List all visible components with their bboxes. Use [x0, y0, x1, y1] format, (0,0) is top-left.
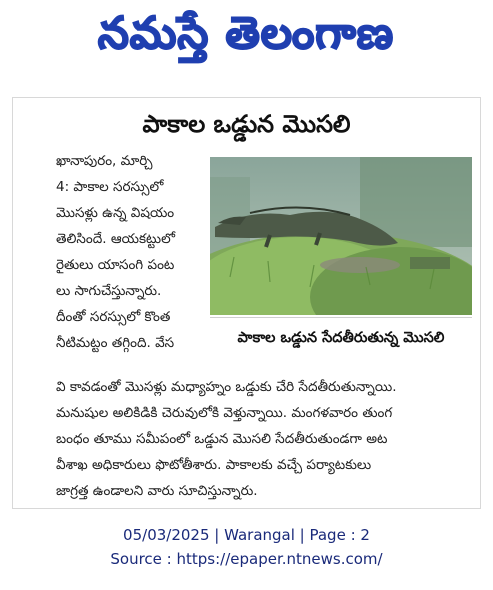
body-line: తెలిసిందే. ఆయకట్టులో — [56, 231, 175, 247]
crocodile-photo — [210, 157, 472, 315]
article-body-full — [56, 374, 472, 504]
body-line: మొసళ్లు ఉన్న విషయం — [56, 205, 175, 221]
body-line: లు సాగుచేస్తున్నారు. — [56, 283, 162, 299]
body-line: మనుషుల అలికిడికి చెరువులోకి వెళ్తున్నాయి. మంగళవారం తుంగ — [56, 405, 393, 421]
article-body-column — [56, 148, 206, 356]
body-line: రైతులు యాసంగి పంట — [56, 257, 175, 273]
body-line: 4: పాకాల సరస్సులో — [56, 179, 164, 195]
body-line: దీంతో సరస్సులో కొంత — [56, 309, 171, 325]
edition-meta: 05/03/2025 | Warangal | Page : 2 — [123, 526, 370, 544]
body-line: జాగ్రత్త ఉండాలని వారు సూచిస్తున్నారు. — [56, 483, 258, 499]
article-headline: పాకాల ఒడ్డున మొసలి — [142, 110, 351, 138]
body-line: బంధం తూము సమీపంలో ఒడ్డున మొసలి సేదతీరుతుండగా అట — [56, 431, 388, 447]
newspaper-title: నమస్తే తెలంగాణ — [97, 8, 395, 59]
masthead — [42, 8, 450, 70]
body-line: వి కావడంతో మొసళ్లు మధ్యాహ్నం ఒడ్డుకు చేరి సేదతీరుతున్నాయి. — [56, 379, 397, 395]
source-link[interactable]: Source : https://epaper.ntnews.com/ — [110, 550, 383, 568]
body-line: వీశాఖ అధికారులు ఫొటోతీశారు. పాకాలకు వచ్చే పర్యాటకులు — [56, 457, 372, 473]
photo-caption: పాకాల ఒడ్డున సేదతీరుతున్న మొసలి — [210, 317, 472, 362]
body-line: ఖానాపురం, మార్చి — [56, 153, 153, 169]
body-line: నీటిమట్టం తగ్గింది. వేస — [56, 335, 175, 351]
